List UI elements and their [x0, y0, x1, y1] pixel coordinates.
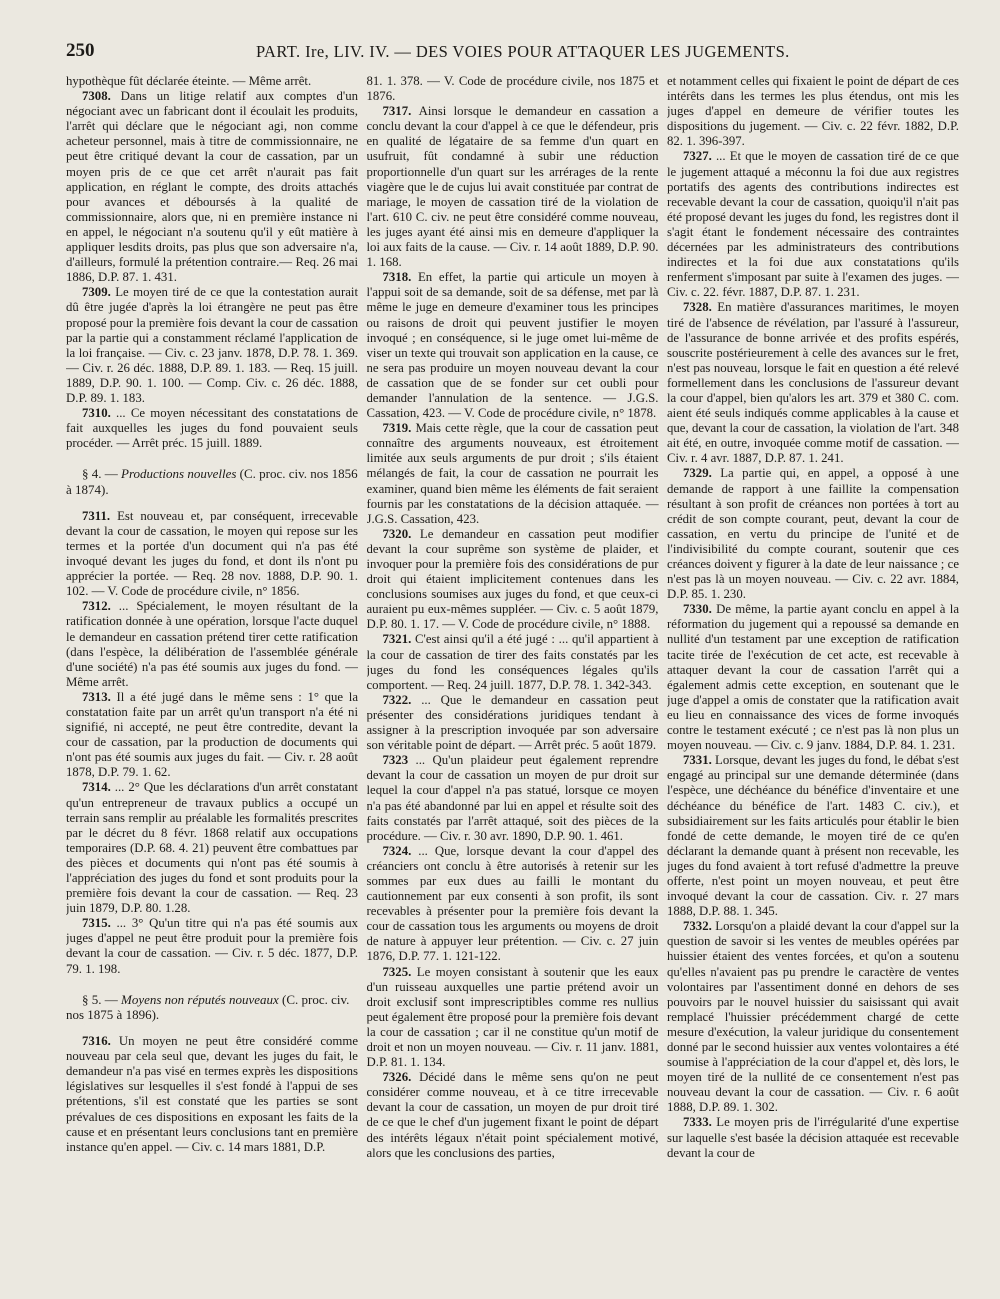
article-text: et notamment celles qui fixaient le point de départ de ces intérêts dans les termes les plus étendus, ont mis les juges d'appel en demeure de vérifier toutes les dispositions du jugement. — Civ. c. 22 févr. 1882, D.P. 82. 1. 396-397. [667, 74, 959, 149]
article-number: 7317. [382, 104, 419, 119]
article-number: 7313. [82, 689, 117, 704]
article-text: hypothèque fût déclarée éteinte. — Même arrêt. [66, 74, 312, 88]
article-number: 7312. [82, 599, 119, 614]
section-reference: (C. proc. civ. nos 1875 à 1896). [66, 991, 350, 1022]
article-text: Le demandeur en cassation peut modifier devant la cour suprême son système de plaider, et invoquer pour la première fois des considérations de pur droit qui étaient implicitement contenues dans les conclusions soumises aux juges du fond, et que ceux-ci auraient pu eux-mêmes suppléer. — Civ. c. 5 août 1879, D.P. 80. 1. 17. — V. Code de procédure civile, n° 1888. [366, 526, 659, 632]
article-paragraph [66, 780, 358, 916]
section-label: § 5. — [82, 991, 121, 1007]
article-paragraph [667, 466, 959, 602]
article-text: C'est ainsi qu'il a été jugé : ... qu'il appartient à la cour de cassation de tirer des faits constatés par les juges du fond les conséquences légales qu'ils comportent. — Req. 24 juill. 1877, D.P. 78. 1. 342-343. [366, 632, 659, 692]
article-text: Est nouveau et, par conséquent, irrecevable devant la cour de cassation, le moyen qui repose sur les termes et la portée d'un document qui n'a pas été invoqué devant les juges du fond, et dont ils n'ont pu apprécier la portée. — Req. 28 nov. 1888, D.P. 90. 1. 102. — V. Code de procédure civile, n° 1856. [66, 508, 358, 599]
article-number: 7328. [683, 300, 718, 315]
article-text: Ainsi lorsque le demandeur en cassation a conclu devant la cour d'appel à ce que le défendeur, pris en qualité de légataire de sa femme d'un quart en usufruit, fût condamné à subir une réduction proportionnelle d'un quart sur les arrérages de la rente viagère que le de cujus lui avait constituée par contrat de mariage, le moyen de cassation tiré de la violation de l'art. 610 C. civ. ne peut être considéré comme nouveau, les juges ayant été ainsi mis en demeure d'appliquer la loi aux faits de la cause. — Civ. r. 14 août 1889, D.P. 90. 1. 168. [366, 104, 659, 270]
article-number: 7311. [82, 508, 118, 523]
article-text: De même, la partie ayant conclu en appel à la réformation du jugement qui a repoussé sa demande en nullité d'un testament par une exception de ratification tacite tirée de l'exécution de cet acte, est recevable à attaquer devant la cour de cassation l'arrêt qui a également admis cette exception, en soutenant que le juge d'appel a omis de constater que la ratification avait eu lieu en connaissance des vices de forme invoqués contre le testament exécuté ; ce n'est pas là non plus un moyen nouveau. — Civ. c. 9 janv. 1884, D.P. 84. 1. 231. [667, 602, 959, 753]
article-number: 7324. [382, 843, 419, 858]
article-number: 7329. [683, 466, 721, 481]
article-paragraph [667, 300, 959, 466]
text-columns [66, 74, 959, 1284]
section-heading [66, 466, 358, 496]
article-paragraph [667, 74, 959, 149]
article-paragraph [367, 844, 659, 965]
article-text: ... Et que le moyen de cassation tiré de ce que le jugement attaqué a méconnu la foi due aux registres portatifs des agents des contributions indirectes est recevable devant la cour de cassation, quoiqu'il n'ait pas été proposé devant les juges du fond, les registres dont il s'agit étant le fondement nécessaire des contraintes décernées par les administrateurs des contributions indirectes et la foi due aux constatations qu'ils renferment s'imposant par suite à l'examen des juges. — Civ. c. 22. févr. 1887, D.P. 87. 1. 231. [667, 149, 959, 300]
article-paragraph [66, 599, 358, 690]
article-text: Dans un litige relatif aux comptes d'un négociant avec un fabricant dont il écoulait les produits, l'arrêt qui déclare que le négociant agi, non comme acheteur personnel, mais à titre de commissionnaire, ne peut être critiqué devant la cour de cassation, par un moyen pris de ce que cet arrêt n'aurait pas fait application, en réglant le compte, des droits attachés pour avances et déboursés à la qualité de commissionnaire, alors que, ni en première instance ni en appel, le négociant n'a soutenu qu'il y eût matière à appliquer lesdits droits, pas plus que son adversaire n'a, d'ailleurs, formulé la prétention contraire.— Req. 26 mai 1886, D.P. 87. 1. 431. [66, 89, 358, 285]
article-number: 7308. [82, 89, 121, 104]
section-heading [66, 992, 358, 1022]
article-text: Le moyen tiré de ce que la contestation aurait dû être jugée d'après la loi étrangère ne peut pas être proposé pour la première fois devant la cour de cassation par la partie qui a constamment réclamé l'application de la loi française. — Civ. c. 23 janv. 1878, D.P. 78. 1. 369. — Civ. r. 26 déc. 1888, D.P. 89. 1. 183. — Req. 15 juill. 1889, D.P. 90. 1. 100. — Comp. Civ. c. 26 déc. 1888, D.P. 89. 1. 183. [66, 285, 358, 405]
article-text: La partie qui, en appel, a opposé à une demande de rapport à une faillite la compensation résultant à son profit de créances non portées à tort au crédit de son compte courant, peut, devant la cour de cassation, en vertu du principe de l'unité et de l'indivisibilité du compte courant, soutenir que ces créances doivent y figurer à la date de leur naissance ; ce n'est pas là un moyen nouveau. — Civ. c. 22 avr. 1884, D.P. 85. 1. 230. [667, 466, 959, 602]
article-paragraph [66, 509, 358, 600]
article-paragraph [367, 753, 659, 844]
article-text: En effet, la partie qui articule un moyen à l'appui soit de sa demande, soit de sa défense, met par là même le juge en demeure d'examiner tous les principes ou raisons de droit qui peuvent justifier le moyen invoqué ; en conséquence, si le juge omet lui-même de viser un texte qui trouvait son application en la cause, ce ne sera pas produire un moyen nouveau devant la cour de cassation que de se fonder sur cet oubli pour demander l'annulation de la sentence. — J.G.S. Cassation, 423. — V. Code de procédure civile, n° 1878. [366, 270, 659, 421]
article-paragraph [367, 270, 659, 421]
article-number: 7331. [683, 753, 715, 768]
article-text: ... 3° Qu'un titre qui n'a pas été soumis aux juges d'appel ne peut être produit pour la première fois devant la cour de cassation. — Civ. r. 5 déc. 1877, D.P. 79. 1. 198. [66, 916, 358, 976]
article-text: Le moyen consistant à soutenir que les eaux d'un ruisseau auxquelles une partie prétend avoir un droit exclusif sont imprescriptibles comme res nullius peut également être proposé pour la première fois devant la cour de cassation ; car il ne constitue qu'un motif de droit et non un moyen nouveau. — Civ. r. 11 janv. 1881, D.P. 81. 1. 134. [366, 964, 659, 1070]
article-paragraph [667, 919, 959, 1115]
article-paragraph [367, 1070, 659, 1161]
section-title: Productions nouvelles [121, 466, 237, 482]
article-paragraph [667, 753, 959, 919]
article-number: 7332. [683, 919, 716, 934]
column-left [66, 74, 358, 1284]
article-text: En matière d'assurances maritimes, le moyen tiré de l'absence de révélation, par l'assuré à l'assureur, de l'assurance de bonne arrivée et des profits espérés, souscrite postérieurement à celle des avances sur le fret, n'est pas nouveau, lorsque le fait en question a été relevé formellement dans les conclusions de l'assureur devant la cour d'appel, bien qu'alors les art. 379 et 380 C. com. aient été seuls indiqués comme applicables à la cause et que, devant la cour de cassation, la violation de l'art. 348 ait été, en outre, invoquée comme motif de cassation. — Civ. r. 4 avr. 1887, D.P. 87. 1. 241. [667, 300, 959, 466]
section-label: § 4. — [82, 466, 121, 482]
article-number: 7330. [683, 602, 717, 617]
article-paragraph [667, 602, 959, 753]
article-paragraph [66, 690, 358, 781]
article-paragraph [66, 916, 358, 976]
article-paragraph [66, 1034, 358, 1155]
column-middle [367, 74, 659, 1284]
article-text: ... Ce moyen nécessitant des constatations de fait auxquelles les juges du fond pouvaient seuls procéder. — Arrêt préc. 15 juill. 1889. [66, 406, 358, 451]
article-number: 7316. [82, 1034, 119, 1049]
article-number: 7314. [82, 780, 115, 795]
article-number: 7323 [382, 753, 416, 768]
article-paragraph [367, 104, 659, 270]
article-number: 7319. [382, 421, 416, 436]
article-paragraph [66, 74, 358, 89]
article-text: ... 2° Que les déclarations d'un arrêt constatant qu'un entrepreneur de travaux publics a occupé un terrain sans remplir au préalable les formalités prescrites par le décret du 8 févr. 1868 relatif aux occupations temporaires (D.P. 68. 4. 21) peuvent être combattues par des pièces et documents qui n'ont pas été soumis à l'appréciation des juges du fond et sont produits pour la première fois devant la cour de cassation. — Req. 23 juin 1879, D.P. 80. 1.28. [66, 780, 358, 916]
article-paragraph [66, 285, 358, 406]
article-paragraph [367, 527, 659, 633]
article-text: Décidé dans le même sens qu'on ne peut considérer comme nouveau, et à ce titre irrecevable devant la cour de cassation, un moyen de pur droit tiré de ce que le chef d'un jugement fixant le point de départ des intérêts légaux n'était point spécialement motivé, alors que les conclusions des parties, [366, 1070, 659, 1160]
article-text: Le moyen pris de l'irrégularité d'une expertise sur laquelle s'est basée la décision attaquée est recevable devant la cour de [667, 1115, 959, 1160]
article-number: 7325. [382, 964, 417, 979]
article-number: 7321. [382, 632, 416, 647]
article-paragraph [367, 693, 659, 753]
article-number: 7315. [82, 916, 117, 931]
article-paragraph [367, 632, 659, 692]
article-paragraph [367, 74, 659, 104]
article-text: Un moyen ne peut être considéré comme nouveau par cela seul que, devant les juges du fait, le demandeur n'a pas visé en termes exprès les dispositions législatives sur lesquelles il s'est fondé à l'appui de ses prétentions, s'il est constaté que les parties se sont prévalues de ces dispositions en exposant les faits de la cause et en présentant leurs conclusions tant en première instance qu'en appel. — Civ. c. 14 mars 1881, D.P. [66, 1034, 358, 1154]
article-number: 7318. [382, 270, 418, 285]
section-title: Moyens non réputés nouveaux [121, 991, 279, 1007]
page-header [66, 40, 956, 70]
article-text: ... Que le demandeur en cassation peut présenter des considérations juridiques tendant à assigner à la prescription invoquée par son adversaire son véritable point de départ. — Arrêt préc. 5 août 1879. [366, 692, 659, 753]
article-text: ... Qu'un plaideur peut également reprendre devant la cour de cassation un moyen de pur droit sur lequel la cour d'appel n'a pas statué, lorsque ce moyen n'a pas été abandonné par lui en appel et résulte soit des faits constatés par l'arrêt attaqué, soit des pièces de la procédure. — Civ. r. 30 avr. 1890, D.P. 90. 1. 461. [366, 753, 659, 843]
article-number: 7320. [382, 526, 420, 541]
article-number: 7326. [382, 1070, 420, 1085]
article-paragraph [66, 89, 358, 285]
column-right [667, 74, 959, 1284]
article-paragraph [66, 406, 358, 451]
article-paragraph [367, 965, 659, 1071]
article-text: ... Que, lorsque devant la cour d'appel des créanciers ont conclu à être autorisés à retenir sur les sommes par eux dues au failli le montant du cautionnement par eux consenti à son profit, ils sont recevables à présenter pour la première fois devant la cour de cassation tous les arguments ou moyens de droit de nature à appuyer leur prétention. — Civ. c. 27 juin 1876, D.P. 77. 1. 121-122. [366, 843, 659, 964]
page-number: 250 [66, 40, 95, 61]
article-text: 81. 1. 378. — V. Code de procédure civile, nos 1875 et 1876. [366, 74, 659, 104]
article-number: 7327. [683, 149, 716, 164]
article-number: 7310. [82, 406, 117, 421]
article-number: 7309. [82, 285, 116, 300]
article-paragraph [367, 421, 659, 527]
article-number: 7333. [683, 1115, 717, 1130]
article-text: ... Spécialement, le moyen résultant de la ratification donnée à une opération, lorsque l'acte duquel le demandeur en cassation prétend tirer cette ratification (dans l'espèce, la délibération de l'assemblée générale d'une société) n'a pas été soumis aux juges du fond. — Même arrêt. [66, 599, 358, 689]
article-paragraph [667, 1115, 959, 1160]
article-text: Mais cette règle, que la cour de cassation peut connaître des arguments nouveaux, est étroitement limitée aux seuls arguments de pur droit ; s'ils étaient mélangés de fait, la cour de cassation ne pourrait les examiner, quand bien même les éléments de fait seraient fournis par les constatations de la décision attaquée. — J.G.S. Cassation, 423. [366, 421, 659, 526]
article-text: Il a été jugé dans le même sens : 1° que la constatation faite par un arrêt qu'un transport n'a été ni signifié, ni accepté, ne peut être contredite, devant la cour de cassation, par la production de documents qui n'ont pas été soumis aux juges du fait. — Civ. r. 28 août 1878, D.P. 79. 1. 62. [66, 689, 358, 780]
article-text: Lorsque, devant les juges du fond, le débat s'est engagé au principal sur une demande déterminée (dans l'espèce, une déchéance du bénéfice d'inventaire et une déchéance du bénéfice de l'art. 1483 C. civ.), et subsidiairement sur les faits articulés pour établir le bien fondé de cette demande, le moyen tiré de ce qu'en déclarant la demande quant à présent non recevable, les juges du fond avaient à tort refusé d'admettre la preuve offerte, n'est point un moyen nouveau, et peut être invoqué devant la cour de cassation. Civ. r. 27 mars 1888, D.P. 88. 1. 345. [667, 753, 959, 919]
article-number: 7322. [382, 692, 422, 707]
article-text: Lorsqu'on a plaidé devant la cour d'appel sur la question de savoir si les ventes de meubles opérées par huissier étaient des ventes forcées, et qu'on a soutenu qu'elles n'avaient pas pu prendre le caractère de ventes volontaires par l'assentiment donné en dehors de ses pouvoirs par le nouvel huissier du saisissant qui avait remplacé l'huissier précédemment chargé de cette mesure d'exécution, la valeur juridique du consentement donné par le second huissier aux ventes volontaires a été soumise à l'appréciation de la cour d'appel et, dès lors, le moyen tiré de la nullité de ce consentement n'est pas nouveau devant la cour de cassation. — Civ. r. 6 août 1888, D.P. 89. 1. 302. [667, 919, 959, 1115]
article-paragraph [667, 149, 959, 300]
running-title: PART. Ire, LIV. IV. — DES VOIES POUR ATTAQUER LES JUGEMENTS. [256, 42, 790, 61]
section-reference: (C. proc. civ. nos 1856 à 1874). [66, 466, 358, 497]
